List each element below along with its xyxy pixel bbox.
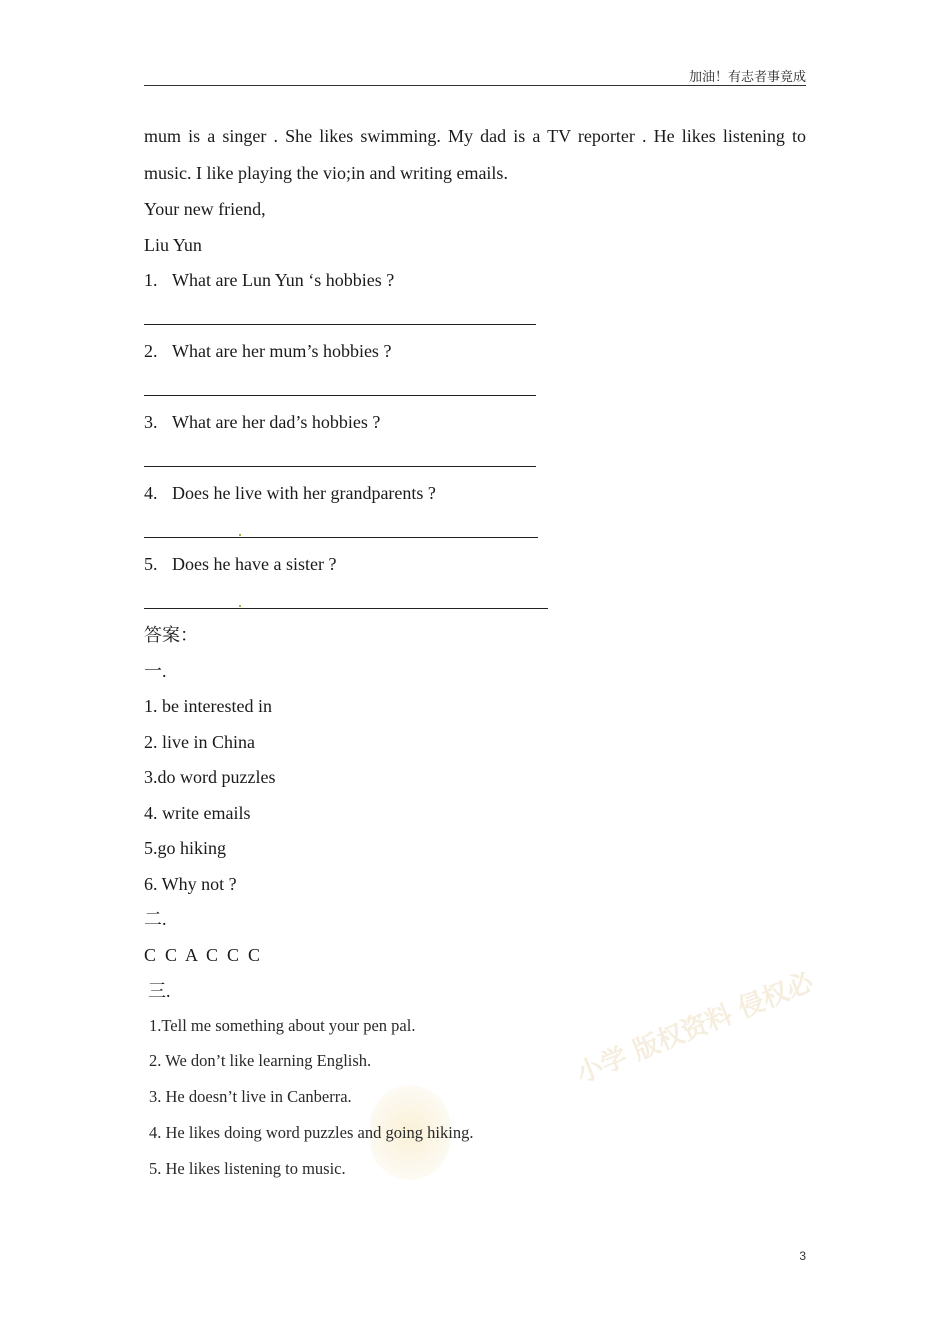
answer-sentence: 1.Tell me something about your pen pal. — [149, 1016, 416, 1035]
question-5 — [144, 553, 336, 575]
speck-mark — [239, 605, 241, 607]
question-number: 3. — [144, 412, 158, 432]
answer-blank-1[interactable] — [144, 324, 536, 325]
question-number: 4. — [144, 483, 158, 503]
question-2 — [144, 340, 391, 362]
answer-blank-3[interactable] — [144, 466, 536, 467]
answer-blank-4[interactable] — [144, 537, 538, 538]
answer-item: 5.go hiking — [144, 838, 227, 858]
speck-mark — [239, 534, 241, 536]
question-text: Does he live with her grandparents ? — [172, 483, 436, 503]
answer-sentence: 4. He likes doing word puzzles and going hiking. — [149, 1123, 474, 1142]
watermark-logo — [518, 944, 818, 1136]
answer-item: 1. be interested in — [144, 696, 272, 716]
question-text: What are her mum’s hobbies ? — [172, 341, 392, 361]
answers-title: 答案： — [144, 625, 198, 645]
page-number: 3 — [799, 1249, 806, 1263]
answer-blank-5[interactable] — [144, 608, 548, 609]
watermark-text: 小学 版权资料 侵权必 — [572, 967, 818, 1090]
answer-item: 6. Why not ? — [144, 874, 237, 894]
question-number: 1. — [144, 270, 158, 290]
question-text: What are Lun Yun ‘s hobbies ? — [172, 270, 395, 290]
header-motto: 加油！有志者事竟成 — [688, 69, 806, 84]
question-number: 5. — [144, 554, 158, 574]
header-rule — [144, 85, 806, 86]
question-text: What are her dad’s hobbies ? — [172, 412, 381, 432]
answer-sentence: 2. We don’t like learning English. — [149, 1051, 372, 1070]
answers-part2-text: C C A C C C — [144, 945, 261, 965]
answer-sentence: 5. He likes listening to music. — [149, 1159, 346, 1178]
answer-item: 4. write emails — [144, 803, 251, 823]
question-text: Does he have a sister ? — [172, 554, 337, 574]
answers-part3-label: 三. — [148, 981, 171, 1001]
question-1 — [144, 269, 394, 291]
answer-item: 2. live in China — [144, 732, 255, 752]
answer-item: 3.do word puzzles — [144, 767, 276, 787]
passage-body: mum is a singer . She likes swimming. My dad is a TV reporter . He likes listening to music. I like playing the vio;in and writing emails. — [144, 126, 806, 183]
passage-signature: Liu Yun — [144, 235, 202, 255]
question-3 — [144, 411, 380, 433]
answers-part1-label: 一. — [144, 661, 167, 681]
question-number: 2. — [144, 341, 158, 361]
passage-closing: Your new friend, — [144, 199, 266, 219]
answer-sentence: 3. He doesn’t live in Canberra. — [149, 1087, 352, 1106]
question-4 — [144, 482, 436, 504]
answers-part2-label: 二. — [144, 909, 167, 929]
answer-blank-2[interactable] — [144, 395, 536, 396]
